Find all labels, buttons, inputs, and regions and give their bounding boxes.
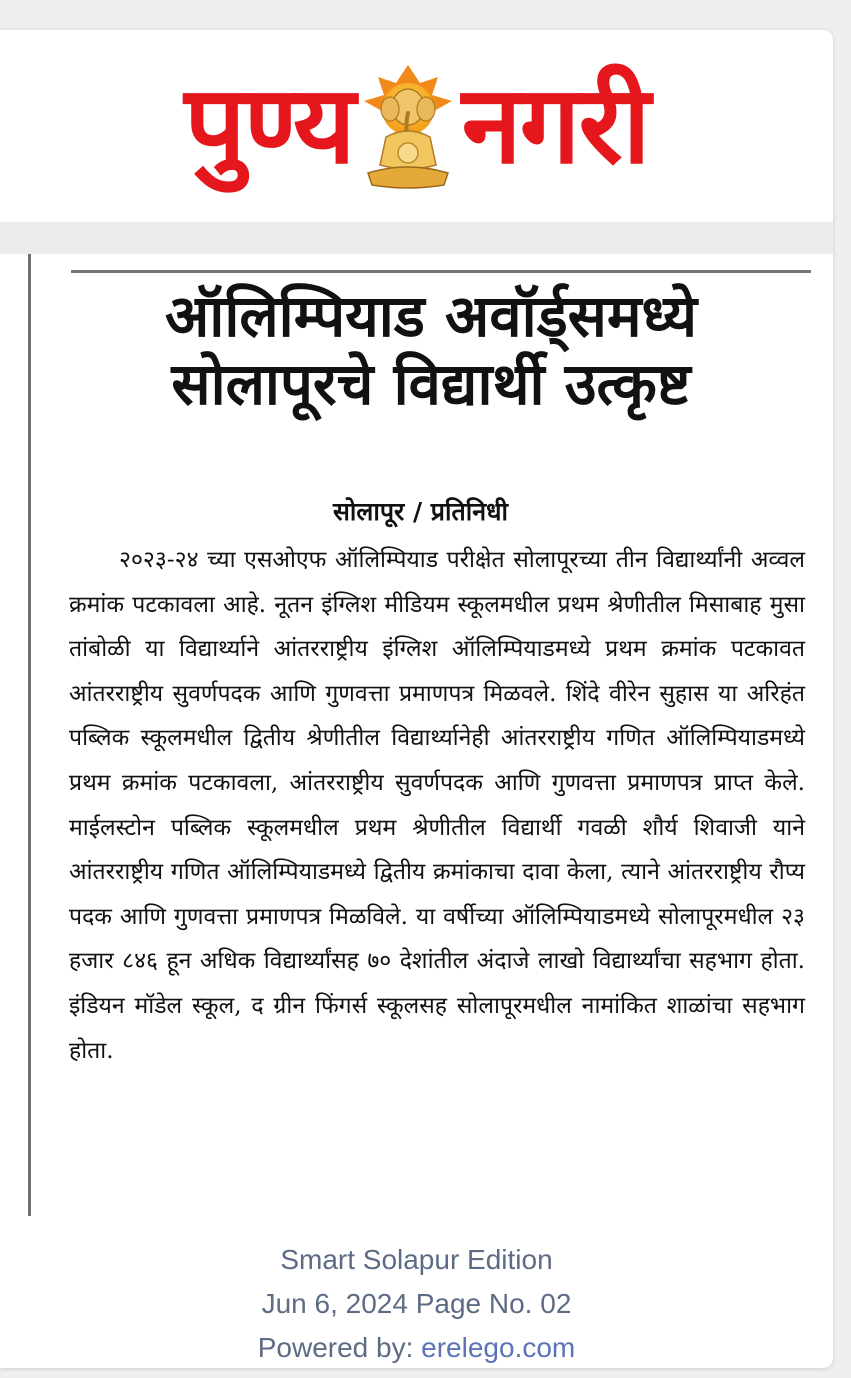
masthead-word-right: नगरी <box>461 63 649 188</box>
headline-line-2: सोलापूरचे विद्यार्थी उत्कृष्ट <box>171 350 691 419</box>
headline-line-1: ऑलिम्पियाड अवॉर्ड्समध्ये <box>165 282 697 350</box>
article-clipping <box>28 254 807 1216</box>
date-page-label: Jun 6, 2024 Page No. 02 <box>261 1288 572 1319</box>
top-rule <box>71 270 811 273</box>
erelego-link[interactable]: erelego.com <box>421 1332 576 1363</box>
ganesh-logo-icon <box>360 61 456 191</box>
article-headline <box>51 282 811 419</box>
powered-by-label: Powered by: <box>257 1332 422 1363</box>
edition-label: Smart Solapur Edition <box>280 1244 553 1275</box>
article-body: २०२३-२४ च्या एसओएफ ऑलिम्पियाड परीक्षेत सोलापूरच्या तीन विद्यार्थ्यांनी अव्वल क्रमांक पटकावला आहे. नूतन इंग्लिश मीडियम स्कूलमधील प्रथम श्रेणीतील मिसाबाह मुसा तांबोळी या विद्यार्थ्याने आंतरराष्ट्रीय इंग्लिश ऑलिम्पियाडमध्ये प्रथम क्रमांक पटकावत आंतरराष्ट्रीय सुवर्णपदक आणि गुणवत्ता प्रमाणपत्र मिळवले. शिंदे वीरेन सुहास या अरिहंत पब्लिक स्कूलमधील द्वितीय श्रेणीतील विद्यार्थ्यानेही आंतरराष्ट्रीय गणित ऑलिम्पियाडमध्ये प्रथम क्रमांक पटकावला, आंतरराष्ट्रीय सुवर्णपदक आणि गुणवत्ता प्रमाणपत्र प्राप्त केले. माईलस्टोन पब्लिक स्कूलमधील प्रथम श्रेणीतील विद्यार्थी गवळी शौर्य शिवाजी याने आंतरराष्ट्रीय गणित ऑलिम्पियाडमध्ये द्वितीय क्रमांकाचा दावा केला, त्याने आंतरराष्ट्रीय रौप्य पदक आणि गुणवत्ता प्रमाणपत्र मिळविले. या वर्षीच्या ऑलिम्पियाडमध्ये सोलापूरमधील २३ हजार ८४६ हून अधिक विद्यार्थ्यांसह ७० देशांतील अंदाजे लाखो विद्यार्थ्यांचा सहभाग होता. इंडियन मॉडेल स्कूल, द ग्रीन फिंगर्स स्कूलसह सोलापूरमधील नामांकित शाळांचा सहभाग होता. <box>69 547 805 1064</box>
divider-band <box>0 222 833 254</box>
clipping-card <box>0 30 833 1368</box>
dateline: सोलापूर / प्रतिनिधी <box>333 497 508 526</box>
powered-by <box>0 1326 833 1370</box>
footer <box>0 1216 833 1368</box>
newspaper-masthead <box>0 30 833 222</box>
masthead-word-left: पुण्य <box>184 63 354 188</box>
